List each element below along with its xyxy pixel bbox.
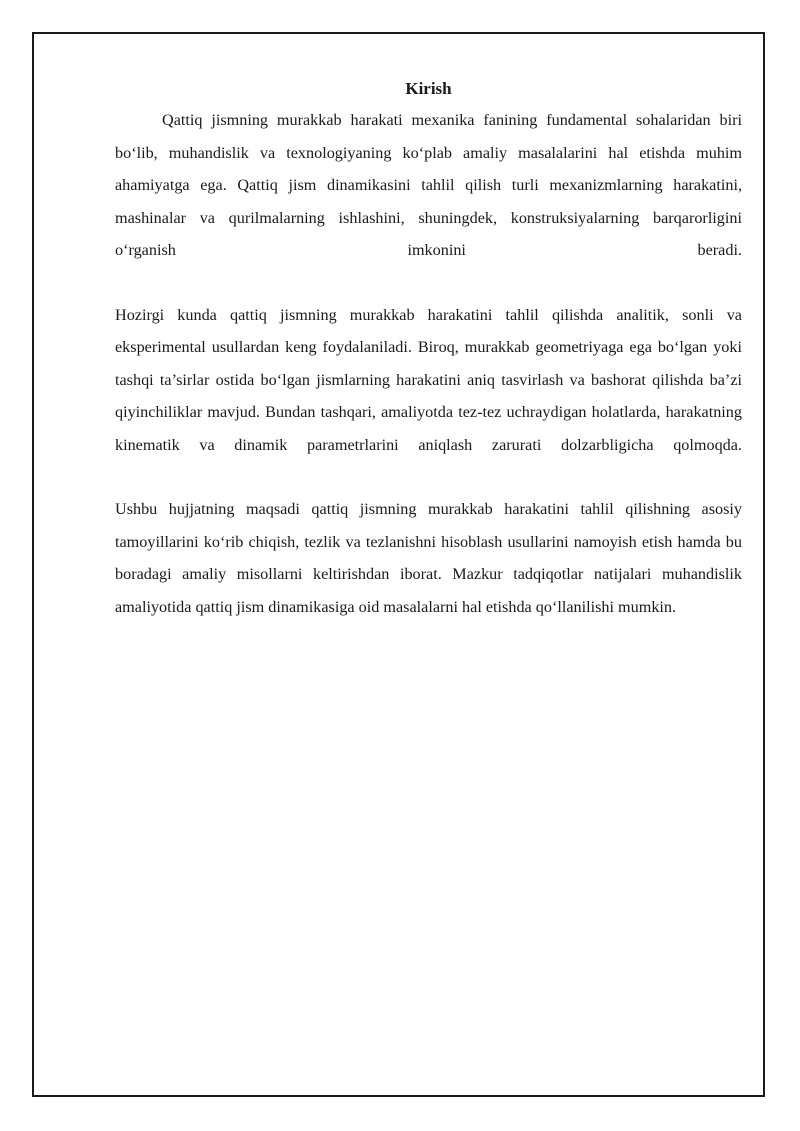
paragraph-spacer xyxy=(115,461,742,493)
paragraph-goal: Ushbu hujjatning maqsadi qattiq jismning murakkab harakatini tahlil qilishning asosiy tamoyillarini ko‘rib chiqish, tezlik va tezlanishni hisoblash usullarini namoyish etish hamda bu boradagi amaliy misollarni keltirishdan iborat. Mazkur tadqiqotlar natijalari muhandislik amaliyotida qattiq jism dinamikasiga oid masalalarni hal etishda qo‘llanilishi mumkin. xyxy=(115,500,742,616)
paragraph-intro: Qattiq jismning murakkab harakati mexanika fanining fundamental sohalaridan biri bo‘lib, muhandislik va texnologiyaning ko‘plab amaliy masalalarini hal etishda muhim ahamiyatga ega. Qattiq jism dinamikasini tahlil qilish turli mexanizmlarning harakatini, mashinalar va qurilmalarning ishlashini, shuningdek, konstruksiyalarning barqarorligini o‘rganish imkonini beradi. xyxy=(115,111,742,259)
document-body xyxy=(115,74,742,623)
paragraph-methods: Hozirgi kunda qattiq jismning murakkab harakatini tahlil qilishda analitik, sonli va eksperimental usullardan keng foydalaniladi. Biroq, murakkab geometriyaga ega bo‘lgan yoki tashqi ta’sirlar ostida bo‘lgan jismlarning harakatini aniq tasvirlash va bashorat qilishda ba’zi qiyinchiliklar mavjud. Bundan tashqari, amaliyotda tez-tez uchraydigan holatlarda, harakatning kinematik va dinamik parametrlarini aniqlash zarurati dolzarbligicha qolmoqda. xyxy=(115,305,742,454)
document-title: Kirish xyxy=(405,79,452,98)
paragraph-spacer xyxy=(115,267,742,299)
